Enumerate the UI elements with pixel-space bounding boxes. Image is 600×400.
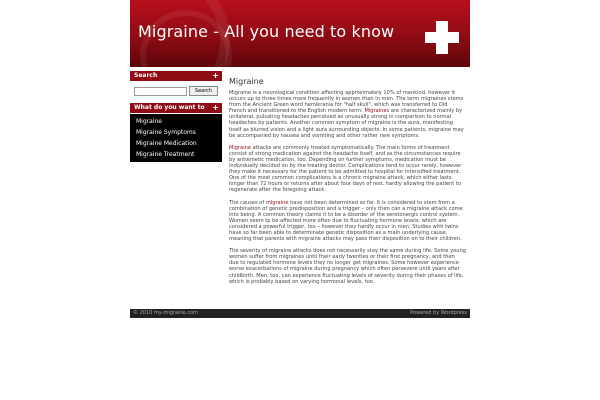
page-container	[130, 0, 470, 318]
site-title[interactable]: Migraine - All you need to know	[138, 22, 395, 41]
search-heading-label: Search	[134, 72, 158, 79]
search-input[interactable]	[134, 87, 187, 96]
menu-heading	[130, 103, 222, 113]
plus-icon[interactable]: +	[212, 71, 219, 80]
paragraph	[229, 90, 466, 139]
main-content	[229, 77, 466, 291]
paragraph-text: The causes of	[229, 199, 266, 206]
site-header	[130, 0, 470, 67]
paragraph-text: have not been determined so far. It is considered to stem from a combination of genetic predisposition and a trigger – only then can a migraine attack come into being. A common theory claims it to be a disorder of the serotonergic control system. Women seem tp be affected more often due to fluctuating hormone levels, which are considered a powerful trigger, too – however they hardly occur in men. Studies with twins have so far been able to determinate genetic disposition as a main underlying cause, meaning that parents with migraine attacks may pass their disposition on to their children.	[229, 199, 463, 243]
paragraph-text: are characterized mainly by unilateral, pulsating headaches perceived as unusually strong in comparison to normal headaches by patients. Another common symptom of migraine is the aura, manifesting itself as blurred vision and a light aura surrounding objects. In some patients, migraine may be accompanied by nausea and vomiting and other rather rare symptoms.	[229, 108, 464, 139]
paragraph	[229, 200, 466, 243]
paragraph-text: Migraine is a neurological condition affecting approximately 10% of mankind, however it occurs up to three times more frequently in women than in men. The term migraines stems from the Ancient Green word hemikrania for "half skull", which was transferred to Old French and transitioned to the English modern term:	[229, 90, 464, 115]
menu-heading-label: What do you want to	[134, 104, 205, 111]
sidebar	[130, 71, 222, 162]
site-footer	[130, 309, 470, 318]
paragraph-text: attacks are commonly treated symptomatically. The main forms of treatment consist of strong medication against the headache itself, and as the circumstances require by antiemetic medication, too. Depending on further symptoms, medication must be individually decided on by the treating doctor. Complications tend to occur rarely, however they make it necessary for the patient to be admitted to hospital for intensified treatment. One of the most common complications is a chronic migraine attack, which either lasts longer than 72 hours or returns after about four days of rest, hardly allowing the patient to regenerate after the foregoing attack.	[229, 144, 462, 194]
migraine-link[interactable]: migraine	[265, 199, 289, 206]
powered-by-link[interactable]: Powered by Wordpress	[410, 310, 467, 316]
search-button[interactable]: Search	[189, 86, 218, 96]
search-heading	[130, 71, 222, 81]
page-title: Migraine	[229, 77, 264, 86]
plus-icon[interactable]: +	[212, 103, 219, 112]
search-form	[130, 82, 222, 103]
sidebar-menu	[130, 114, 222, 162]
sidebar-item-migraine-symptoms[interactable]: Migraine Symptoms	[136, 129, 196, 136]
sidebar-item-migraine[interactable]: Migraine	[136, 118, 162, 125]
migraines-link[interactable]: Migraines	[364, 108, 390, 115]
sidebar-item-migraine-medication[interactable]: Migraine Medication	[136, 140, 197, 147]
red-cross-icon	[422, 19, 462, 56]
sidebar-item-migraine-treatment[interactable]: Migraine Treatment	[136, 151, 195, 158]
paragraph	[229, 145, 466, 194]
migraine-link[interactable]: Migraine	[229, 144, 252, 151]
copyright-text: © 2010 my-migraine.com	[133, 310, 198, 316]
paragraph: The severity of migraine attacks does not necessarily stay the same during life. Some young women suffer from migraines until their early twenties or their first pregnancy, and then due to regulated hormone levels they no longer get migraines. Some however experience worse exacerbations of migraine during pregnancy which often persevere until years after childbirth. Men, too, can experience fluctuating levels of severity during their phases of life, which is probably based on varying hormonal levels, too.	[229, 248, 466, 285]
